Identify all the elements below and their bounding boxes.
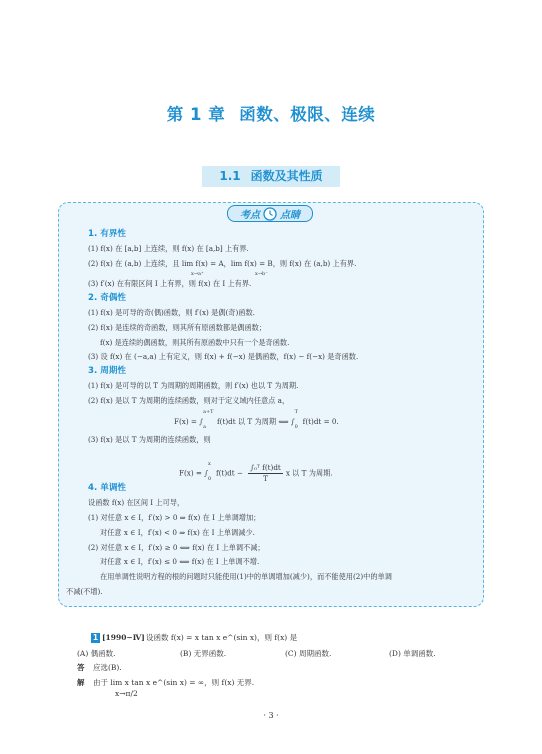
section-title	[202, 166, 340, 187]
chapter-name: 函数、极限、连续	[239, 105, 376, 124]
topic-line: (1) f(x) 是可导的以 T 为周期的周期函数，则 f′(x) 也以 T 为周期.	[88, 381, 299, 390]
integral-lower: 0	[294, 424, 298, 430]
formula-lhs: F(x) = ∫	[174, 417, 203, 426]
formula-rhs: x 以 T 为周期.	[285, 468, 333, 478]
limit-subscript: x→b⁻	[255, 271, 268, 277]
option-b: (B) 无界函数.	[180, 649, 227, 658]
topic-line: (3) f(x) 是以 T 为周期的连续函数，则	[88, 435, 211, 444]
topic-line: 不减(不增).	[66, 587, 103, 596]
page-number: · 3 ·	[263, 711, 279, 720]
option-a: (A) 偶函数.	[77, 649, 116, 658]
topic-line: 对任意 x ∈ I，f′(x) ≤ 0 ⟺ f(x) 在 I 上单调不增.	[100, 557, 260, 566]
formula-rhs: f(t)dt = 0.	[302, 417, 339, 426]
problem-number: 1	[92, 633, 99, 642]
integral-upper: a+T	[203, 409, 214, 415]
section-name: 函数及其性质	[250, 169, 323, 183]
clock-icon	[263, 207, 277, 221]
integral-upper: x	[208, 460, 211, 467]
topic-line: 设函数 f(x) 在区间 I 上可导，	[88, 498, 185, 507]
integral-lower: a	[203, 424, 206, 430]
integral-upper: T	[294, 409, 299, 415]
formula-mid: f(t)dt 以 T 为周期 ⟺ ∫	[217, 417, 295, 426]
badge-label-left: 考点	[240, 210, 260, 221]
problem-source-tag: [1990−Ⅳ]	[102, 633, 145, 642]
topic-line: (3) 设 f(x) 在 (−a,a) 上有定义，则 f(x) + f(−x) 是偶函数，f(x) − f(−x) 是奇函数.	[88, 352, 359, 361]
option-c: (C) 周期函数.	[285, 649, 332, 658]
topic-line: 对任意 x ∈ I，f′(x) < 0 ⇒ f(x) 在 I 上单调减少.	[100, 528, 255, 537]
key-points-badge	[227, 205, 313, 222]
chapter-title	[0, 101, 542, 125]
integral-lower: 0	[208, 475, 212, 482]
topic-line: 在用单调性说明方程的根的问题时只能使用(1)中的单调增加(减少)，而不能使用(2)中的单调	[100, 572, 392, 581]
topic-line: f(x) 是连续的偶函数，则其所有原函数中只有一个是奇函数.	[100, 338, 290, 347]
fraction	[248, 463, 283, 484]
badge-label-right: 点睛	[280, 210, 300, 221]
topic-heading: 4. 单调性	[88, 483, 127, 493]
solution-label: 解	[77, 678, 85, 687]
topic-line: (2) 对任意 x ∈ I，f′(x) ≥ 0 ⟺ f(x) 在 I 上单调不减；	[88, 543, 265, 552]
chapter-number: 第 1 章	[166, 105, 226, 124]
periodicity-formula	[174, 409, 339, 430]
fraction-numerator: ∫₀ᵀ f(t)dt	[250, 463, 281, 472]
topic-line: (2) f(x) 是以 T 为周期的连续函数，则对于定义域内任意点 a，	[88, 396, 290, 405]
formula-mid: f(t)dt −	[216, 468, 243, 478]
answer-text: 应选(B).	[93, 663, 122, 672]
topic-line: (2) f(x) 是连续的奇函数，则其所有原函数都是偶函数；	[88, 323, 267, 332]
topic-line: (3) f′(x) 在有限区间 I 上有界，则 f(x) 在 I 上有界.	[88, 279, 252, 288]
topic-line: (1) 对任意 x ∈ I，f′(x) > 0 ⇒ f(x) 在 I 上单调增加；	[88, 513, 261, 522]
option-d: (D) 单调函数.	[389, 649, 436, 658]
solution-text: 由于 lim x tan x e^(sin x) = ∞，则 f(x) 无界.	[93, 678, 255, 687]
topic-line: (2) f(x) 在 (a,b) 上连续，且 lim f(x) = A，lim f(x) = B，则 f(x) 在 (a,b) 上有界.	[88, 259, 357, 268]
section-number: 1.1	[219, 169, 241, 183]
topic-line: (1) f(x) 是可导的奇(偶)函数，则 f′(x) 是偶(奇)函数.	[88, 308, 255, 317]
topic-heading: 2. 奇偶性	[88, 293, 127, 303]
solution-limit-subscript: x→π/2	[115, 689, 138, 698]
limit-subscript: x→a⁺	[191, 271, 204, 277]
topic-heading: 1. 有界性	[88, 229, 127, 239]
formula-lhs: F(x) = ∫	[179, 468, 208, 478]
problem-stem: 设函数 f(x) = x tan x e^(sin x)，则 f(x) 是	[146, 633, 298, 642]
periodicity-formula-2	[179, 460, 333, 484]
fraction-denominator: T	[263, 474, 268, 483]
topic-heading: 3. 周期性	[88, 366, 127, 376]
topic-line: (1) f(x) 在 [a,b] 上连续，则 f(x) 在 [a,b] 上有界.	[88, 244, 249, 253]
answer-label: 答	[77, 663, 85, 672]
